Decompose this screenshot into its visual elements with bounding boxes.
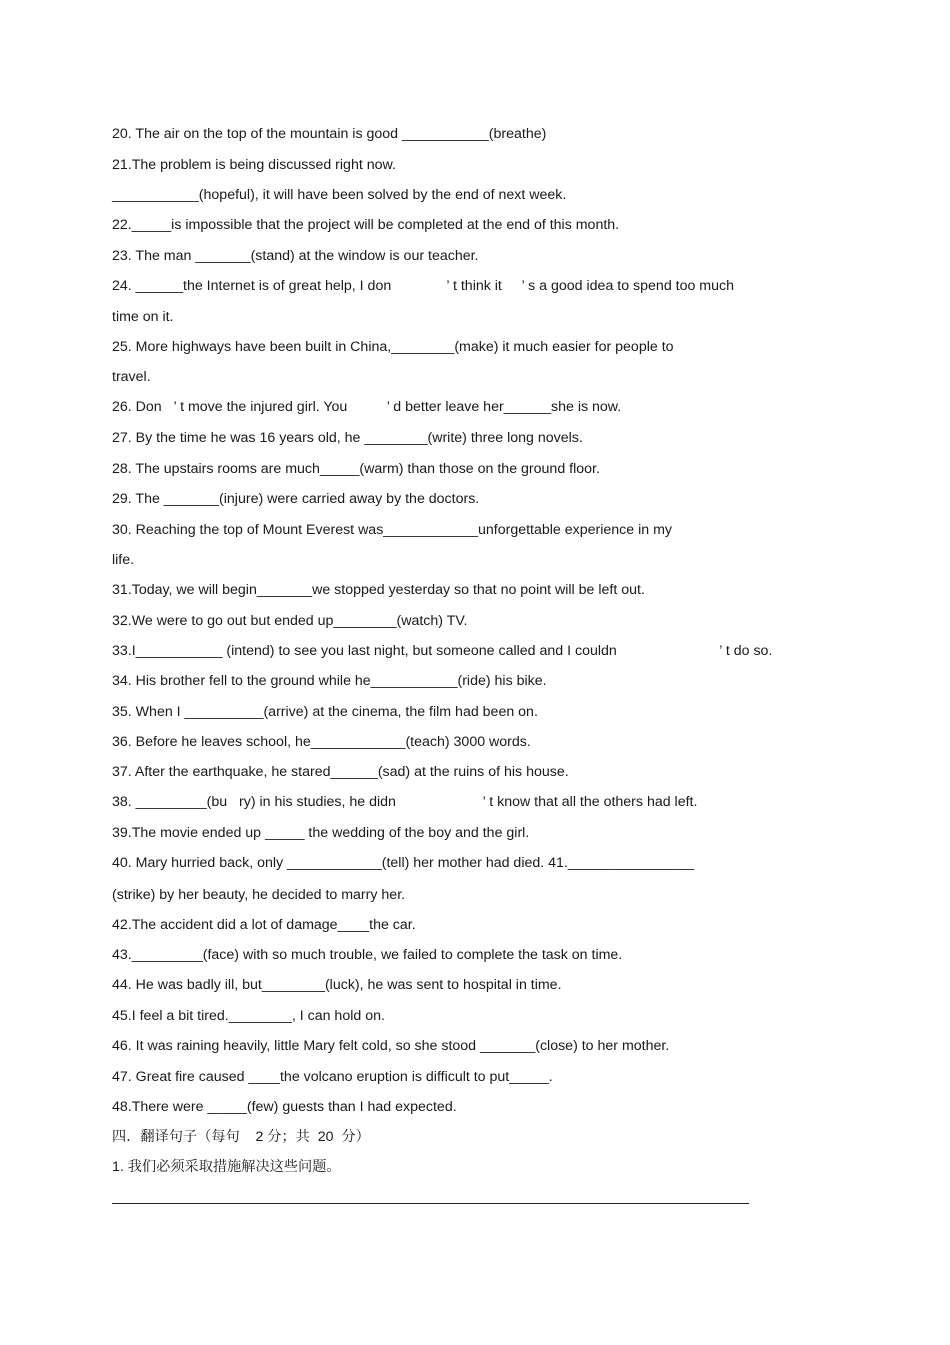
question-24-cont: time on it. (112, 309, 174, 325)
question-36: 36. Before he leaves school, he____________(teach) 3000 words. (112, 734, 531, 750)
question-38: 38. _________(bu ry) in his studies, he didn ’ t know that all the others had left. (112, 794, 698, 810)
question-33: 33.I___________ (intend) to see you last night, but someone called and I couldn ’ t do so. (112, 643, 773, 659)
question-32: 32.We were to go out but ended up________(watch) TV. (112, 613, 468, 629)
translation-question-1: 1. 我们必须采取措施解决这些问题。 (112, 1159, 341, 1175)
question-44: 44. He was badly ill, but________(luck), he was sent to hospital in time. (112, 977, 562, 993)
question-40-41: 40. Mary hurried back, only ____________(tell) her mother had died. 41.________________ (112, 855, 695, 871)
question-35: 35. When I __________(arrive) at the cinema, the film had been on. (112, 704, 538, 720)
question-21-cont: ___________(hopeful), it will have been solved by the end of next week. (112, 187, 567, 203)
question-30: 30. Reaching the top of Mount Everest was____________unforgettable experience in my (112, 522, 672, 538)
question-24: 24. ______the Internet is of great help, I don ’ t think it ’ s a good idea to spend too much (112, 278, 735, 294)
question-28: 28. The upstairs rooms are much_____(warm) than those on the ground floor. (112, 461, 600, 477)
question-42: 42.The accident did a lot of damage____the car. (112, 917, 416, 933)
question-27: 27. By the time he was 16 years old, he ________(write) three long novels. (112, 430, 583, 446)
section-heading-translation: 四．翻译句子（每句 2 分；共 20 分） (112, 1129, 370, 1145)
question-30-cont: life. (112, 552, 135, 568)
answer-line (112, 1203, 749, 1204)
question-46: 46. It was raining heavily, little Mary felt cold, so she stood _______(close) to her mother. (112, 1038, 670, 1054)
question-20: 20. The air on the top of the mountain is good ___________(breathe) (112, 126, 547, 142)
question-43: 43._________(face) with so much trouble, we failed to complete the task on time. (112, 947, 623, 963)
question-22: 22._____is impossible that the project will be completed at the end of this month. (112, 217, 620, 233)
question-21: 21.The problem is being discussed right now. (112, 157, 396, 173)
question-23: 23. The man _______(stand) at the window is our teacher. (112, 248, 479, 264)
question-48: 48.There were _____(few) guests than I had expected. (112, 1099, 457, 1115)
question-31: 31.Today, we will begin_______we stopped yesterday so that no point will be left out. (112, 582, 645, 598)
question-37: 37. After the earthquake, he stared______(sad) at the ruins of his house. (112, 764, 569, 780)
question-29: 29. The _______(injure) were carried away by the doctors. (112, 491, 480, 507)
question-25-cont: travel. (112, 369, 151, 385)
question-25: 25. More highways have been built in China,________(make) it much easier for people to (112, 339, 674, 355)
question-39: 39.The movie ended up _____ the wedding of the boy and the girl. (112, 825, 530, 841)
question-26: 26. Don ’ t move the injured girl. You ’ d better leave her______she is now. (112, 399, 622, 415)
question-41-cont: (strike) by her beauty, he decided to marry her. (112, 887, 406, 903)
question-45: 45.I feel a bit tired.________, I can hold on. (112, 1008, 385, 1024)
question-34: 34. His brother fell to the ground while he___________(ride) his bike. (112, 673, 547, 689)
question-47: 47. Great fire caused ____the volcano eruption is difficult to put_____. (112, 1069, 553, 1085)
